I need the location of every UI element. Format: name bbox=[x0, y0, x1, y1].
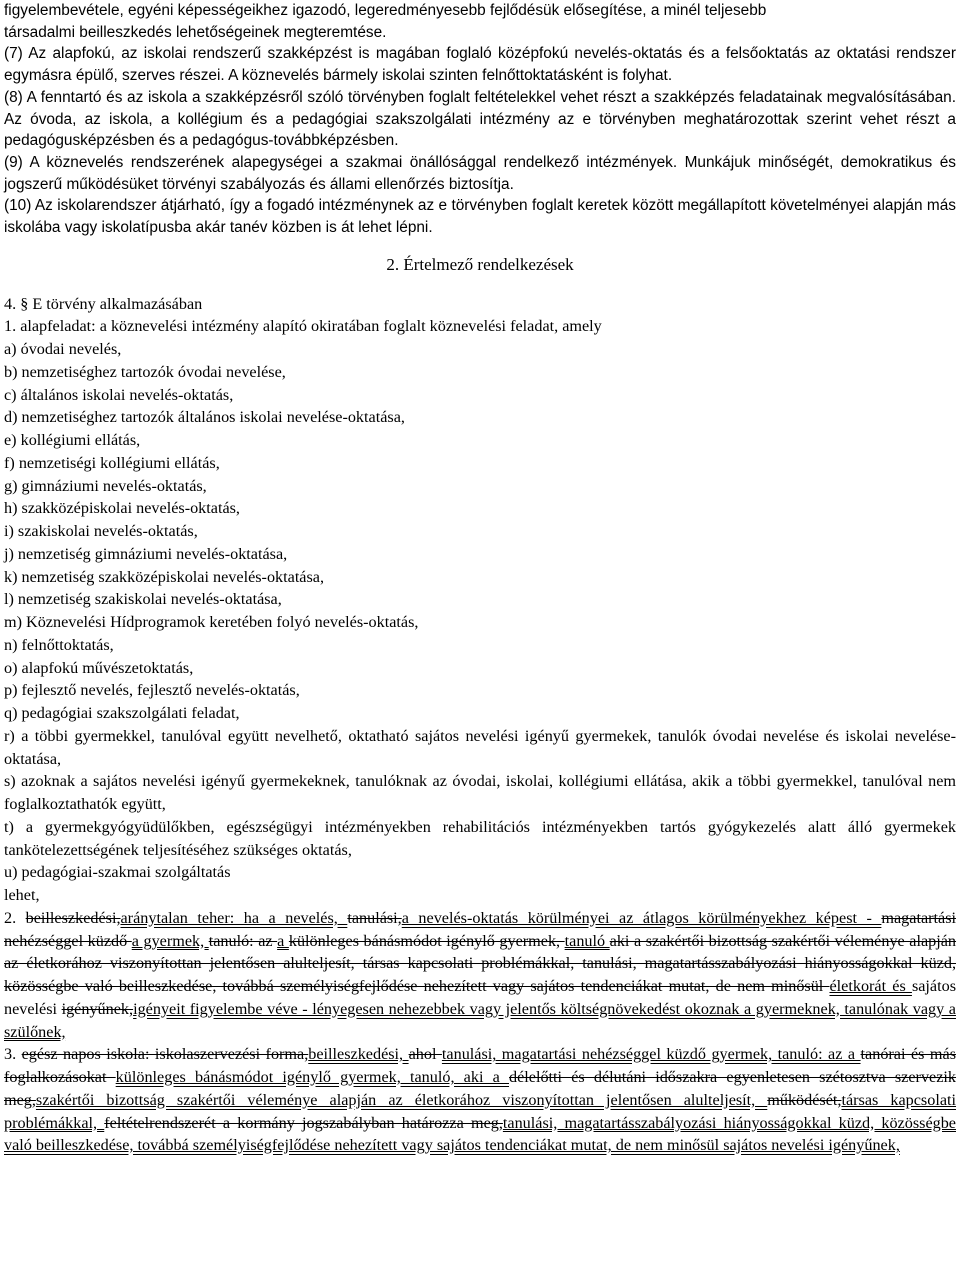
list-item: k) nemzetiség szakközépiskolai nevelés-oktatása, bbox=[4, 567, 325, 586]
text-segment: 3. bbox=[4, 1045, 22, 1064]
deleted-text: ahol bbox=[408, 1045, 442, 1064]
inserted-text: a gyermek, bbox=[131, 931, 209, 950]
definition-2 bbox=[4, 907, 956, 1044]
list-item: f) nemzetiségi kollégiumi ellátás, bbox=[4, 453, 220, 472]
inserted-text: különleges bánásmódot igénylő gyermek, tanuló, aki a bbox=[115, 1068, 509, 1087]
inserted-text: életkorát és bbox=[829, 977, 912, 996]
inserted-text: tanulási, magatartási nehézséggel küzdő gyermek, tanuló: az a bbox=[441, 1045, 861, 1064]
list-item: s) azoknak a sajátos nevelési igényű gyermekeknek, tanulóknak az óvodai, iskolai, kollégiumi ellátása, akik a többi gyermekkel, tanulóval nem foglalkoztathatók együtt, bbox=[4, 772, 956, 814]
list-item: n) felnőttoktatás, bbox=[4, 635, 114, 654]
inserted-text: szakértői bizottság szakértői véleménye alapján az életkorához viszonyítottan jelentősen alulteljesít, bbox=[35, 1090, 768, 1109]
list-item: b) nemzetiséghez tartozók óvodai nevelése, bbox=[4, 362, 286, 381]
list-item: l) nemzetiség szakiskolai nevelés-oktatása, bbox=[4, 590, 282, 609]
deleted-text: aki a szakértői bizottság szakértői véleménye alapján az életkorához viszonyítottan jelentősen alulteljesít, társas kapcsolati problémákkal, tanulási, magatartásszabályozási hiányosságokkal küzd, közösségbe való beilleszkedése, továbbá személyiségfejlődése nehezített vagy sajátos tendenciákat mutat, de nem minősül bbox=[4, 931, 957, 996]
inserted-text: aránytalan teher: ha a nevelés, bbox=[120, 908, 348, 927]
list-item: g) gimnáziumi nevelés-oktatás, bbox=[4, 476, 207, 495]
list-item: c) általános iskolai nevelés-oktatás, bbox=[4, 385, 234, 404]
deleted-text: működését, bbox=[767, 1090, 842, 1109]
continuation-line: társadalmi beilleszkedés lehetőségeinek megteremtése. bbox=[4, 23, 387, 41]
list-item: r) a többi gyermekkel, tanulóval együtt nevelhető, oktatható sajátos nevelési igényű gyermekek, tanulók óvodai nevelése és iskolai nevelése-oktatása, bbox=[4, 726, 956, 768]
list-item: t) a gyermekgyógyüdülőkben, egészségügyi intézményekben rehabilitációs intézményekben tartós gyógykezelés alatt álló gyermekek tankötelezettségének teljesítéséhez szükséges oktatás, bbox=[4, 817, 956, 859]
deleted-text: igényűnek, bbox=[61, 999, 134, 1018]
deleted-text: beilleszkedési, bbox=[25, 908, 121, 927]
inserted-text: társas kapcsolati problémákkal, bbox=[4, 1090, 957, 1132]
paragraph-7: (7) Az alapfokú, az iskolai rendszerű szakképzést is magában foglaló középfokú nevelés-oktatás és a felsőoktatás az oktatási rendszer egymásra épülő, szerves részei. A köznevelés bármely iskolai szinten felnőttoktatásként is folyhat. bbox=[4, 45, 956, 85]
deleted-text: tanulási, bbox=[347, 908, 402, 927]
paragraph-9: (9) A köznevelés rendszerének alapegységei a szakmai önállósággal rendelkező intézmények. Munkájuk minőségét, demokratikus és jogszerű működésüket törvényi szabályozás és állami ellenőrzés biztosítja. bbox=[4, 153, 956, 193]
inserted-text: beilleszkedési, bbox=[308, 1045, 409, 1064]
deleted-text: délelőtti és délutáni időszakra egyenletesen szétosztva szervezik meg, bbox=[4, 1068, 957, 1109]
deleted-text: tanórai és más foglalkozásokat bbox=[4, 1045, 956, 1087]
inserted-text: tanulási, magatartásszabályozási hiányosságokkal küzd, közösségbe való beilleszkedése, továbbá személyiségfejlődése nehezített vagy sajátos tendenciákat mutat, de nem minősül sajátos nevelési igényűnek, bbox=[4, 1113, 956, 1155]
inserted-text: tanuló bbox=[564, 931, 610, 950]
inserted-text: a bbox=[277, 931, 289, 950]
inserted-text: a nevelés-oktatás körülményei az átlagos körülményekhez képest - bbox=[401, 908, 882, 927]
list-item: e) kollégiumi ellátás, bbox=[4, 431, 141, 450]
list-item: j) nemzetiség gimnáziumi nevelés-oktatása, bbox=[4, 544, 288, 563]
text-segment: 2. bbox=[4, 908, 26, 927]
list-item: q) pedagógiai szakszolgálati feladat, bbox=[4, 704, 240, 723]
list-item: a) óvodai nevelés, bbox=[4, 340, 122, 359]
paragraph-8: (8) A fenntartó és az iskola a szakképzésről szóló törvényben foglalt feltételekkel vehet részt a szakképzés feladatainak megvalósításában. Az óvoda, az iskola, a kollégium és a pedagógiai szakszolgálati intézmény az e törvényben meghatározottak szerint vehet részt a pedagógusképzésben és a pedagógus-továbbképzésben. bbox=[4, 88, 956, 150]
list-item: u) pedagógiai-szakmai szolgáltatás bbox=[4, 863, 231, 882]
list-item: o) alapfokú művészetoktatás, bbox=[4, 658, 194, 677]
paragraph-10: (10) Az iskolarendszer átjárható, így a fogadó intézménynek az e törvényben foglalt keretek között megállapított követelményei alapján más iskolába vagy iskolatípusba akár tanév közben is át lehet lépni. bbox=[4, 197, 956, 237]
section-intro: 4. § E törvény alkalmazásában bbox=[4, 294, 203, 313]
definition-1: 1. alapfeladat: a köznevelési intézmény alapító okiratában foglalt köznevelési feladat, amely bbox=[4, 317, 602, 336]
list-item: i) szakiskolai nevelés-oktatás, bbox=[4, 522, 198, 541]
definitions-block bbox=[4, 293, 956, 1158]
list-item: h) szakközépiskolai nevelés-oktatás, bbox=[4, 499, 240, 518]
list-item: m) Köznevelési Hídprogramok keretében folyó nevelés-oktatás, bbox=[4, 613, 419, 632]
definition-list bbox=[4, 338, 956, 907]
continuation-line: figyelembevétele, egyéni képességeikhez igazodó, legeredményesebb fejlődésük elősegítése, a minél teljesebb bbox=[4, 2, 767, 19]
deleted-text: feltételrendszerét a kormány jogszabályban határozza meg, bbox=[104, 1113, 503, 1132]
section-heading: 2. Értelmező rendelkezések bbox=[386, 254, 574, 274]
deleted-text: egész napos iskola: iskolaszervezési forma, bbox=[21, 1045, 309, 1064]
deleted-text: magatartási nehézséggel küzdő bbox=[4, 908, 956, 950]
definition-3 bbox=[4, 1043, 956, 1157]
list-item: p) fejlesztő nevelés, fejlesztő nevelés-oktatás, bbox=[4, 681, 300, 700]
deleted-text: tanuló: az bbox=[208, 931, 278, 950]
deleted-text: különleges bánásmódot igénylő gyermek, bbox=[288, 931, 565, 950]
list-item: lehet, bbox=[4, 886, 40, 905]
text-segment: sajátos nevelési bbox=[4, 977, 956, 1018]
upper-text-block bbox=[4, 0, 956, 239]
list-item: d) nemzetiséghez tartozók általános iskolai nevelése-oktatása, bbox=[4, 408, 405, 427]
inserted-text: igényeit figyelembe véve - lényegesen nehezebbek vagy jelentős költségnövekedést okoznak a gyermeknek, tanulónak vagy a szülőnek, bbox=[4, 999, 956, 1041]
